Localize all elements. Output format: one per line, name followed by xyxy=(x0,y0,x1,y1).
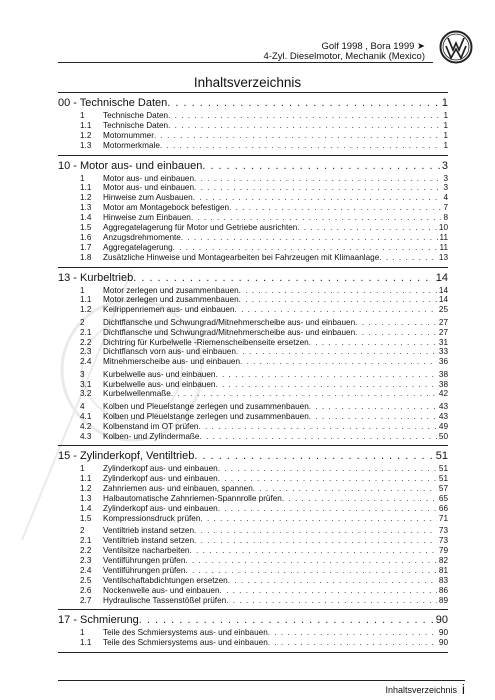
entry-text: Kurbelwelle aus- und einbauen xyxy=(103,369,216,379)
toc-entry[interactable] xyxy=(58,389,448,399)
entry-number: 3.1 xyxy=(80,379,92,389)
toc-entry[interactable] xyxy=(58,638,448,648)
entry-number: 1 xyxy=(80,173,85,183)
toc-entry[interactable] xyxy=(58,628,448,638)
entry-page: 79 xyxy=(438,546,448,556)
dot-leader xyxy=(309,402,437,412)
dot-leader xyxy=(218,504,437,514)
entry-page: 1 xyxy=(443,130,448,140)
entry-number: 2.3 xyxy=(80,555,92,565)
entry-page: 33 xyxy=(438,347,448,357)
vw-logo-icon xyxy=(439,30,473,64)
entry-text: Hydraulische Tassenstößel prüfen xyxy=(103,595,227,605)
entry-page: 11 xyxy=(439,242,448,252)
toc-entry[interactable] xyxy=(58,526,448,536)
header-engine-line: 4-Zyl. Dieselmotor, Mechanik (Mexico) xyxy=(263,51,425,62)
entry-number: 1.6 xyxy=(80,232,92,242)
dot-leader xyxy=(168,111,441,121)
entry-text: Zylinderkopf aus- und einbauen xyxy=(103,464,218,474)
entry-number: 4.1 xyxy=(80,411,92,421)
entry-text: Anzugsdrehmomente xyxy=(103,232,181,242)
entry-page: 14 xyxy=(438,295,448,305)
entry-number: 1.4 xyxy=(80,504,92,513)
entry-page: 43 xyxy=(438,401,448,411)
entry-number: 2.2 xyxy=(80,337,92,347)
toc-entry[interactable] xyxy=(58,338,448,348)
entry-text: Kolben und Pleuelstange zerlegen und zusammenbauen xyxy=(103,401,309,411)
entry-number: 1.3 xyxy=(80,203,92,213)
entry-text: Kurbelwellenmaße xyxy=(103,389,171,399)
entry-text: Ventiltrieb instand setzen xyxy=(103,536,195,546)
entry-number: 4.3 xyxy=(80,431,92,441)
dot-leader xyxy=(218,474,437,484)
footer-label: Inhaltsverzeichnis xyxy=(385,685,457,695)
entry-text: Kompressionsdruck prüfen xyxy=(103,513,201,523)
entry-number: 1 xyxy=(80,111,85,120)
entry-page: 25 xyxy=(438,305,448,315)
section-page: 51 xyxy=(435,450,448,463)
entry-text: Motormerkmale xyxy=(103,140,160,150)
toc-entry[interactable] xyxy=(58,556,448,566)
entry-text: Kolben und Pleuelstange zerlegen und zusammenbauen xyxy=(103,411,309,421)
entry-page: 82 xyxy=(438,555,448,565)
entry-page: 71 xyxy=(438,513,448,523)
entry-number: 1.3 xyxy=(80,140,92,150)
toc-section xyxy=(58,610,448,653)
toc-section xyxy=(58,93,448,156)
entry-number: 2.1 xyxy=(80,327,92,337)
toc-entry[interactable] xyxy=(58,347,448,357)
section-label: 00 - Technische Daten xyxy=(58,97,168,109)
entry-text: Hinweise zum Ausbauen xyxy=(103,193,193,203)
entry-number: 1.5 xyxy=(80,223,92,233)
dot-leader xyxy=(228,576,437,586)
toc-entry[interactable] xyxy=(58,111,448,121)
entry-page: 3 xyxy=(443,183,448,193)
dot-leader xyxy=(309,412,437,422)
toc-entry[interactable] xyxy=(58,370,448,380)
dot-leader xyxy=(309,338,437,348)
entry-number: 1.2 xyxy=(80,130,92,140)
entry-number: 3 xyxy=(80,369,85,379)
dot-leader xyxy=(168,121,441,131)
toc-entry[interactable] xyxy=(58,586,448,596)
entry-page: 1 xyxy=(443,111,448,120)
dot-leader xyxy=(139,613,434,627)
dot-leader xyxy=(379,253,437,263)
dot-leader xyxy=(200,514,437,524)
dot-leader xyxy=(235,305,437,315)
toc-entry[interactable] xyxy=(58,474,448,484)
entry-text: Dichtflansche und Schwungrad/Mitnehmerscheibe aus- und einbauen xyxy=(103,327,356,337)
dot-leader xyxy=(268,628,437,638)
dot-leader xyxy=(282,494,437,504)
entry-text: Motornummer xyxy=(103,130,154,140)
dot-leader xyxy=(202,159,440,173)
dot-leader xyxy=(160,141,442,151)
toc-entry[interactable] xyxy=(58,596,448,606)
entry-text: Aggregatelagerung xyxy=(103,242,173,252)
toc-entry[interactable] xyxy=(58,357,448,367)
entry-number: 1 xyxy=(80,628,85,638)
toc-entry[interactable] xyxy=(58,243,448,253)
entry-number: 1.5 xyxy=(80,513,92,523)
entry-text: Motor zerlegen und zusammenbauen xyxy=(103,285,239,295)
header-model-line: Golf 1998 , Bora 1999 ➤ xyxy=(321,41,425,52)
entry-page: 65 xyxy=(438,494,448,504)
toc-entry[interactable] xyxy=(58,203,448,213)
dot-leader xyxy=(191,213,442,223)
entry-page: 66 xyxy=(438,504,448,513)
entry-page: 27 xyxy=(438,327,448,337)
entry-text: Dichtflansch vorn aus- und einbauen xyxy=(103,347,236,357)
entry-text: Ventiltrieb instand setzen xyxy=(103,526,195,536)
entry-number: 4.2 xyxy=(80,421,92,431)
toc-entry[interactable] xyxy=(58,174,448,184)
dot-leader xyxy=(253,484,437,494)
section-page: 14 xyxy=(435,271,448,284)
entry-text: Ventilschaftabdichtungen ersetzen xyxy=(103,575,228,585)
entry-page: 51 xyxy=(438,464,448,474)
entry-text: Zusätzliche Hinweise und Montagearbeiten bei Fahrzeugen mit Klimaanlage xyxy=(103,252,380,262)
entry-page: 38 xyxy=(438,369,448,379)
entry-number: 2.6 xyxy=(80,585,92,595)
entry-number: 2.3 xyxy=(80,347,92,357)
entry-page: 73 xyxy=(438,536,448,546)
entry-page: 11 xyxy=(439,232,448,242)
entry-number: 2.4 xyxy=(80,357,92,367)
dot-leader xyxy=(229,203,441,213)
dot-leader xyxy=(133,271,434,285)
table-of-contents xyxy=(58,92,448,653)
entry-page: 51 xyxy=(438,474,448,484)
toc-section-heading[interactable] xyxy=(58,613,448,627)
toc-entry[interactable] xyxy=(58,183,448,193)
toc-entry[interactable] xyxy=(58,576,448,586)
entry-text: Hinweise zum Einbauen xyxy=(103,213,191,223)
toc-section xyxy=(58,156,448,268)
toc-entry[interactable] xyxy=(58,514,448,524)
entry-page: 43 xyxy=(438,411,448,421)
entry-page: 1 xyxy=(443,120,448,130)
toc-entry[interactable] xyxy=(58,494,448,504)
entry-number: 1.2 xyxy=(80,484,92,494)
entry-text: Keilrippenriemen aus- und einbauen xyxy=(103,305,235,315)
dot-leader xyxy=(198,422,436,432)
toc-entry[interactable] xyxy=(58,328,448,338)
entry-page: 42 xyxy=(438,389,448,399)
dot-leader xyxy=(194,183,441,193)
toc-entry[interactable] xyxy=(58,193,448,203)
toc-section xyxy=(58,268,448,447)
entry-text: Kolben- und Zylindermaße xyxy=(103,431,200,441)
entry-text: Technische Daten xyxy=(103,120,169,130)
entry-text: Motor zerlegen und zusammenbauen xyxy=(103,295,239,305)
entry-text: Halbautomatische Zahnriemen-Spannrolle prüfen xyxy=(103,494,282,504)
entry-number: 3.2 xyxy=(80,389,92,399)
toc-entry[interactable] xyxy=(58,141,448,151)
dot-leader xyxy=(173,243,438,253)
toc-section-heading[interactable] xyxy=(58,159,448,173)
entry-page: 49 xyxy=(438,421,448,431)
entry-text: Motor aus- und einbauen xyxy=(103,173,195,183)
entry-page: 27 xyxy=(438,317,448,327)
toc-section xyxy=(58,446,448,610)
dot-leader xyxy=(220,586,437,596)
entry-text: Teile des Schmiersystems aus- und einbauen xyxy=(103,628,268,638)
toc-entry[interactable] xyxy=(58,402,448,412)
dot-leader xyxy=(181,233,438,243)
entry-number: 1 xyxy=(80,464,85,474)
dot-leader xyxy=(199,432,436,442)
dot-leader xyxy=(154,131,441,141)
toc-entry[interactable] xyxy=(58,566,448,576)
dot-leader xyxy=(236,347,437,357)
dot-leader xyxy=(193,193,442,203)
toc-entry[interactable] xyxy=(58,380,448,390)
dot-leader xyxy=(218,464,437,474)
entry-page: 14 xyxy=(438,285,448,295)
toc-entry[interactable] xyxy=(58,286,448,296)
toc-entry[interactable] xyxy=(58,295,448,305)
dot-leader xyxy=(194,174,441,184)
entry-page: 31 xyxy=(438,337,448,347)
entry-number: 2.1 xyxy=(80,536,92,546)
toc-entry[interactable] xyxy=(58,233,448,243)
entry-number: 1.1 xyxy=(80,183,92,193)
entry-text: Aggregatelagerung für Motor und Getriebe ausrichten xyxy=(103,223,298,233)
entry-number: 1.7 xyxy=(80,242,92,252)
entry-text: Kurbelwelle aus- und einbauen xyxy=(103,379,216,389)
dot-leader xyxy=(194,536,437,546)
dot-leader xyxy=(240,357,437,367)
entry-page: 38 xyxy=(438,379,448,389)
toc-entry[interactable] xyxy=(58,121,448,131)
entry-number: 1 xyxy=(80,285,85,295)
entry-number: 1.1 xyxy=(80,295,92,305)
dot-leader xyxy=(185,566,436,576)
section-label: 10 - Motor aus- und einbauen xyxy=(58,159,203,172)
entry-page: 4 xyxy=(443,193,448,203)
entry-text: Teile des Schmiersystems aus- und einbauen xyxy=(103,638,268,648)
entry-text: Motor aus- und einbauen xyxy=(103,183,195,193)
dot-leader xyxy=(239,286,437,296)
dot-leader xyxy=(171,389,437,399)
entry-page: 86 xyxy=(438,585,448,595)
toc-entry[interactable] xyxy=(58,432,448,442)
entry-text: Kolbenstand im OT prüfen xyxy=(103,421,199,431)
entry-page: 36 xyxy=(438,357,448,367)
toc-entry[interactable] xyxy=(58,536,448,546)
page-header xyxy=(0,0,495,62)
dot-leader xyxy=(185,556,436,566)
toc-entry[interactable] xyxy=(58,213,448,223)
dot-leader xyxy=(194,449,433,463)
entry-page: 10 xyxy=(438,223,448,233)
entry-page: 90 xyxy=(438,628,448,638)
page-title: Inhaltsverzeichnis xyxy=(193,75,302,90)
entry-number: 2.5 xyxy=(80,575,92,585)
toc-entry[interactable] xyxy=(58,464,448,474)
toc-entry[interactable] xyxy=(58,412,448,422)
entry-text: Dichtring für Kurbelwelle -Riemenscheibenseite ersetzen xyxy=(103,337,309,347)
toc-entry[interactable] xyxy=(58,484,448,494)
toc-section-heading[interactable] xyxy=(58,96,448,110)
entry-text: Zahnriemen aus- und einbauen, spannen xyxy=(103,484,253,494)
entry-text: Mitnehmerscheibe aus- und einbauen xyxy=(103,357,241,367)
dot-leader xyxy=(355,318,437,328)
entry-number: 1.2 xyxy=(80,305,92,315)
entry-number: 1.8 xyxy=(80,252,92,262)
dot-leader xyxy=(167,96,440,110)
footer-rule xyxy=(58,680,465,681)
entry-page: 3 xyxy=(443,173,448,183)
entry-page: 13 xyxy=(438,252,448,262)
entry-number: 2 xyxy=(80,317,85,327)
entry-number: 2 xyxy=(80,526,85,536)
section-page: 3 xyxy=(441,159,448,172)
toc-entry[interactable] xyxy=(58,305,448,315)
entry-page: 89 xyxy=(438,595,448,605)
toc-section-heading[interactable] xyxy=(58,271,448,285)
entry-page: 50 xyxy=(438,431,448,441)
dot-leader xyxy=(194,526,437,536)
entry-page: 1 xyxy=(443,140,448,150)
entry-page: 8 xyxy=(443,213,448,223)
toc-entry[interactable] xyxy=(58,131,448,141)
dot-leader xyxy=(297,223,437,233)
entry-text: Zylinderkopf aus- und einbauen xyxy=(103,474,218,484)
header-rule xyxy=(58,62,433,63)
entry-number: 1.1 xyxy=(80,120,92,130)
entry-number: 1.4 xyxy=(80,213,92,223)
toc-entry[interactable] xyxy=(58,422,448,432)
entry-text: Zylinderkopf aus- und einbauen xyxy=(103,504,218,513)
toc-section-heading[interactable] xyxy=(58,449,448,463)
entry-number: 1.3 xyxy=(80,494,92,504)
dot-leader xyxy=(226,596,437,606)
entry-text: Ventilsitze nacharbeiten xyxy=(103,546,190,556)
entry-number: 1.2 xyxy=(80,193,92,203)
section-label: 15 - Zylinderkopf, Ventiltrieb xyxy=(58,450,195,463)
section-page: 1 xyxy=(441,97,448,109)
toc-entry[interactable] xyxy=(58,253,448,263)
entry-number: 1.1 xyxy=(80,474,92,484)
entry-number: 2.7 xyxy=(80,595,92,605)
entry-page: 90 xyxy=(438,638,448,648)
dot-leader xyxy=(215,380,436,390)
dot-leader xyxy=(239,295,437,305)
entry-text: Ventilführungen prüfen xyxy=(103,555,186,565)
entry-page: 73 xyxy=(438,526,448,536)
entry-text: Motor am Montagebock befestigen xyxy=(103,203,230,213)
entry-page: 81 xyxy=(438,565,448,575)
toc-entry[interactable] xyxy=(58,546,448,556)
entry-page: 57 xyxy=(438,484,448,494)
dot-leader xyxy=(268,638,437,648)
entry-text: Dichtflansche und Schwungrad/Mitnehmerscheibe aus- und einbauen xyxy=(103,317,356,327)
entry-number: 2.4 xyxy=(80,565,92,575)
entry-page: 7 xyxy=(443,203,448,213)
footer-page-number: i xyxy=(461,681,465,697)
toc-entry[interactable] xyxy=(58,318,448,328)
dot-leader xyxy=(189,546,436,556)
entry-number: 4 xyxy=(80,401,85,411)
section-label: 13 - Kurbeltrieb xyxy=(58,271,134,284)
entry-number: 2.2 xyxy=(80,546,92,556)
toc-entry[interactable] xyxy=(58,504,448,514)
entry-text: Ventilführungen prüfen xyxy=(103,565,186,575)
dot-leader xyxy=(355,328,437,338)
entry-text: Nockenwelle aus- und einbauen xyxy=(103,585,220,595)
section-page: 90 xyxy=(435,614,448,627)
entry-page: 83 xyxy=(438,575,448,585)
entry-text: Technische Daten xyxy=(103,111,169,120)
entry-number: 1.1 xyxy=(80,638,92,648)
toc-entry[interactable] xyxy=(58,223,448,233)
dot-leader xyxy=(215,370,436,380)
section-label: 17 - Schmierung xyxy=(58,614,139,627)
